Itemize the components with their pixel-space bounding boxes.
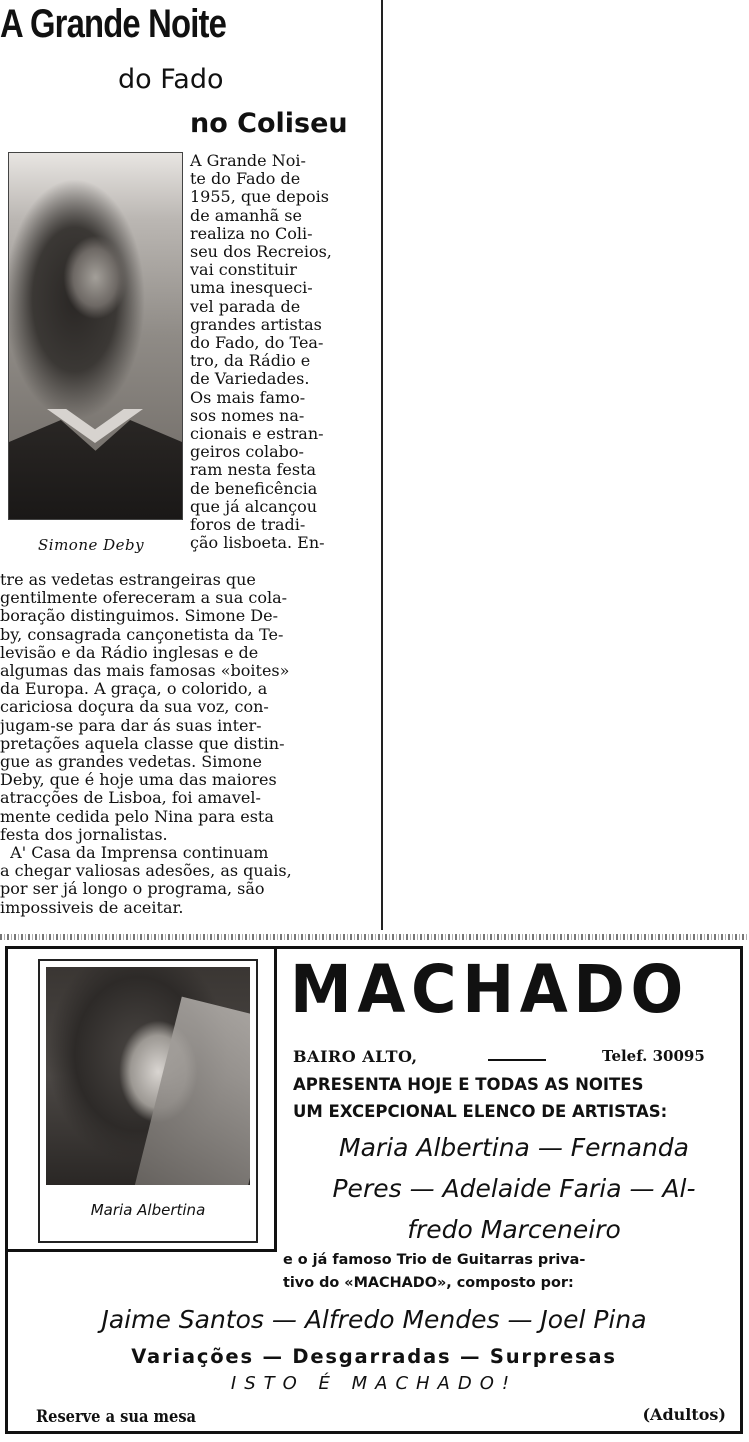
- article-body-continued: tre as vedetas estrangeiras que gentilmente ofereceram a sua cola- boração distinguimos. Simone De- by, consagrada cançonetista da Te- levisão e da Rádio inglesas e de algumas das mais famosas «boites» da Europa. A graça, o colorido, a cariciosa doçura da sua voz, con- jugam-se para dar ás suas inter- pretações aquela classe que distin- gue as grandes vedetas. Simone Deby, que é hoje uma das maiores atracções de Lisboa, foi amavel- mente cedida pelo Nina para esta festa dos jornalistas. A' Casa da Imprensa continuam a chegar valiosas adesões, as quais, por ser já longo o programa, são impossiveis de aceitar.: [0, 570, 292, 917]
- ad-phone: Telef. 30095: [602, 1047, 705, 1065]
- ad-location: BAIRO ALTO,: [293, 1047, 418, 1066]
- portrait-photo-simone-deby: [8, 152, 183, 520]
- photo-shawl-shape: [133, 997, 250, 1185]
- ad-brand-name: MACHADO: [290, 951, 689, 1028]
- ad-audience: (Adultos): [642, 1405, 726, 1424]
- article-body-column: A Grande Noi- te do Fado de 1955, que depois de amanhã se realiza no Coli- seu dos Recreios, vai constituir uma inesqueci- vel parada de grandes artistas do Fado, do Tea- tro, da Rádio e de Variedades. Os mais famo- sos nomes na- cionais e estran- geiros colabo- ram nesta festa de beneficência que já alcançou foros de tradi- ção lisboeta. En-: [190, 151, 332, 553]
- ad-reserve-text: Reserve a sua mesa: [36, 1407, 197, 1427]
- advertisement-machado: [5, 946, 743, 1434]
- column-divider: [381, 0, 383, 930]
- article-headline: A Grande Noite: [0, 2, 227, 46]
- ad-intro: APRESENTA HOJE E TODAS AS NOITES UM EXCEPCIONAL ELENCO DE ARTISTAS:: [293, 1075, 668, 1121]
- article-subheadline-bold: no Coliseu: [190, 108, 348, 139]
- section-divider: [0, 934, 749, 940]
- article-subheadline: do Fado: [118, 64, 224, 95]
- ad-dash: [488, 1059, 546, 1061]
- photo-caption: Simone Deby: [38, 536, 145, 554]
- ad-photo-caption: Maria Albertina: [90, 1201, 206, 1219]
- ad-program: Variações — Desgarradas — Surpresas: [131, 1345, 617, 1368]
- ad-horizontal-rule: [8, 1249, 277, 1252]
- photo-dress-shape: [9, 409, 182, 519]
- portrait-photo-maria-albertina: [46, 967, 250, 1185]
- ad-vertical-rule: [274, 949, 277, 1249]
- ad-trio-text: e o já famoso Trio de Guitarras priva- tivo do «MACHADO», composto por:: [283, 1252, 586, 1291]
- ad-artists: Maria Albertina — Fernanda Peres — Adelaide Faria — Al- fredo Marceneiro: [332, 1133, 696, 1244]
- ad-slogan: ISTO É MACHADO!: [230, 1373, 518, 1394]
- news-article: [0, 0, 382, 940]
- ad-guitarists: Jaime Santos — Alfredo Mendes — Joel Pina: [101, 1305, 647, 1334]
- ad-photo-frame: [38, 959, 258, 1243]
